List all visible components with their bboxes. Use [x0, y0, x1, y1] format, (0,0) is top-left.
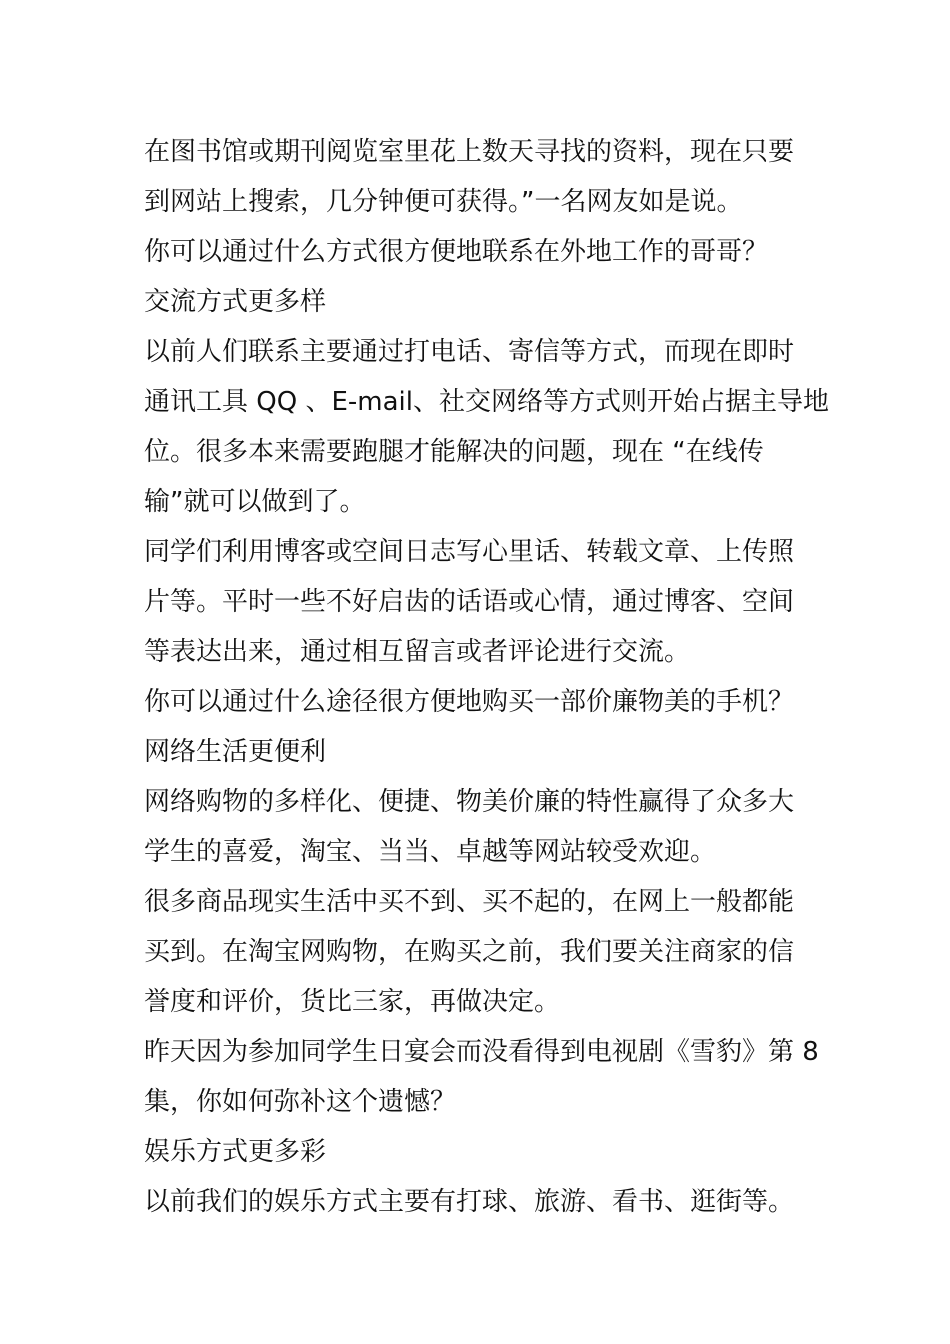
- text-line: 片等。平时一些不好启齿的话语或心情，通过博客、空间: [144, 587, 795, 617]
- paragraph-blogs: [144, 527, 809, 677]
- paragraph-products: [144, 877, 809, 1027]
- text-line: 网络生活更便利: [144, 737, 327, 767]
- text-line: 位。很多本来需要跑腿才能解决的问题，现在 “在线传: [144, 437, 764, 467]
- paragraph-entertainment: [144, 1177, 809, 1227]
- text-line: 以前人们联系主要通过打电话、寄信等方式，而现在即时: [144, 337, 795, 367]
- text-line: 学生的喜爱，淘宝、当当、卓越等网站较受欢迎。: [144, 837, 717, 867]
- heading-entertainment: [144, 1127, 809, 1177]
- question-buy-phone: [144, 677, 809, 727]
- text-line: 网络购物的多样化、便捷、物美价廉的特性赢得了众多大: [144, 787, 795, 817]
- text-line: 在图书馆或期刊阅览室里花上数天寻找的资料，现在只要: [144, 137, 795, 167]
- text-line: 同学们利用博客或空间日志写心里话、转载文章、上传照: [144, 537, 795, 567]
- text-line: 你可以通过什么方式很方便地联系在外地工作的哥哥？: [144, 237, 769, 267]
- text-line: 买到。在淘宝网购物，在购买之前，我们要关注商家的信: [144, 937, 795, 967]
- text-line: 昨天因为参加同学生日宴会而没看得到电视剧《雪豹》第 8: [144, 1037, 819, 1067]
- text-line: 很多商品现实生活中买不到、买不起的，在网上一般都能: [144, 887, 795, 917]
- document-body: [144, 127, 829, 1227]
- text-line: 你可以通过什么途径很方便地购买一部价廉物美的手机？: [144, 687, 795, 717]
- paragraph-communication-tools: [144, 327, 829, 527]
- text-line: 以前我们的娱乐方式主要有打球、旅游、看书、逛街等。: [144, 1187, 795, 1217]
- text-line: 集，你如何弥补这个遗憾？: [144, 1087, 457, 1117]
- question-contact-brother: [144, 227, 809, 277]
- heading-communication: [144, 277, 809, 327]
- paragraph-research-materials: [144, 127, 809, 227]
- heading-convenience: [144, 727, 809, 777]
- text-line: 输”就可以做到了。: [144, 487, 366, 517]
- text-line: 通讯工具 QQ 、E-mail、社交网络等方式则开始占据主导地: [144, 387, 829, 417]
- text-line: 誉度和评价，货比三家，再做决定。: [144, 987, 561, 1017]
- question-missed-episode: [144, 1027, 819, 1127]
- text-line: 娱乐方式更多彩: [144, 1137, 327, 1167]
- paragraph-online-shopping: [144, 777, 809, 877]
- text-line: 交流方式更多样: [144, 287, 327, 317]
- text-line: 等表达出来，通过相互留言或者评论进行交流。: [144, 637, 691, 667]
- text-line: 到网站上搜索，几分钟便可获得。”一名网友如是说。: [144, 187, 743, 217]
